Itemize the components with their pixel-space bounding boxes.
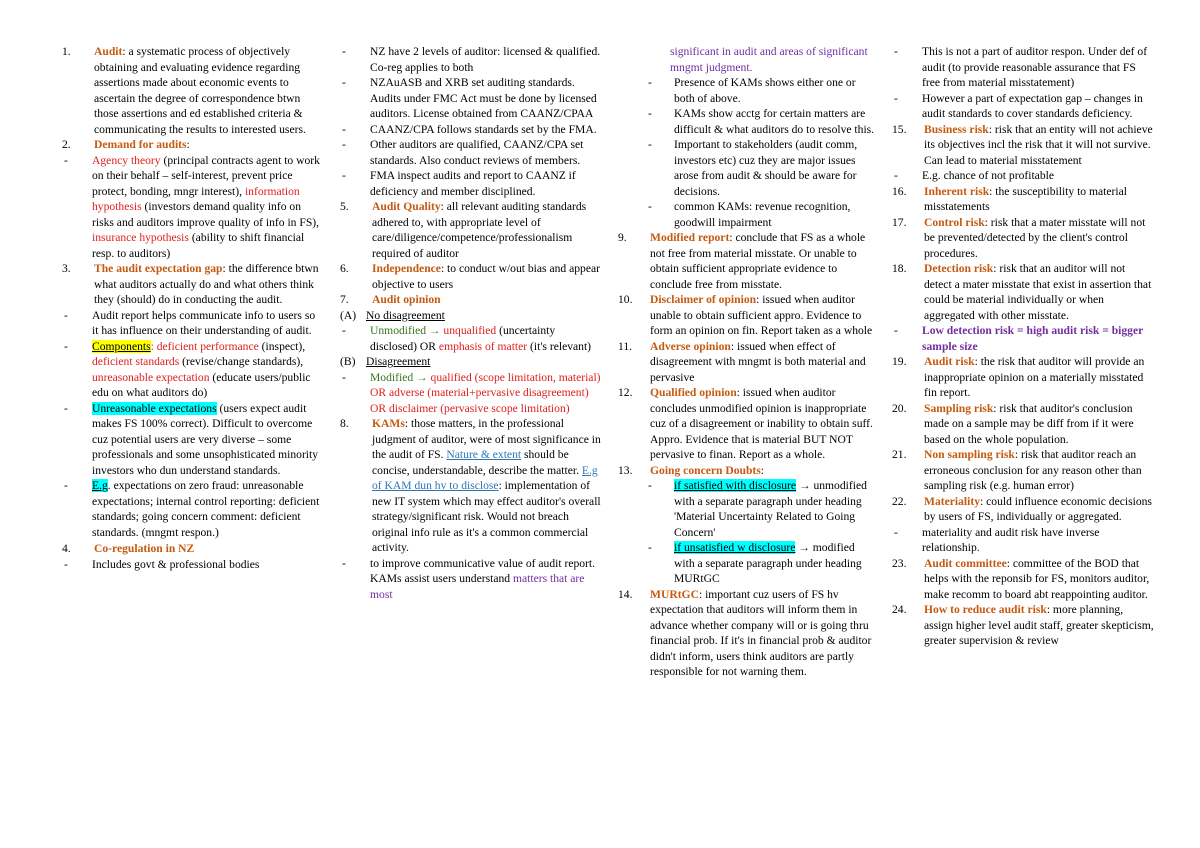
item-14 bbox=[618, 587, 876, 680]
text: (ability to shift financial resp. to auditors) bbox=[92, 231, 305, 260]
text: NZAuASB and XRB set auditing standards. Audits under FMC Act must be done by licensed auditors. License obtained from CAANZ/CPAA bbox=[370, 76, 597, 120]
section-label: (B) bbox=[340, 355, 356, 368]
column-4 bbox=[892, 44, 1154, 649]
bullet-components bbox=[62, 339, 324, 401]
definition: : risk that auditor's conclusion made on a sample may be diff from if it were based on the whole population. bbox=[924, 401, 1134, 446]
insurance-hypothesis: insurance hypothesis bbox=[92, 231, 189, 244]
item-number: 1. bbox=[62, 45, 71, 58]
term: Audit Quality bbox=[372, 200, 441, 213]
text: materiality and audit risk have inverse relationship. bbox=[922, 525, 1100, 554]
highlight-satisfied: if satisfied with disclosure bbox=[674, 479, 797, 492]
text: Presence of KAMs shows either one or both of above. bbox=[674, 76, 856, 105]
item-2 bbox=[62, 137, 324, 153]
highlight-unsatisfied: if unsatisfied w disclosure bbox=[674, 541, 796, 554]
text: emphasis of matter bbox=[438, 339, 528, 353]
definition: : issued when auditor concludes unmodified opinion is inappropriate cuz of a disagreement or inability to obtain suff. Appro. Evidence that is material BUT NOT pervasive to finan. Report as a whole. bbox=[650, 386, 873, 461]
definition: : committee of the BOD that helps with the reponsib for FS, monitors auditor, make recomm to board abt reappointing auditor. bbox=[924, 556, 1150, 601]
bullet bbox=[618, 75, 876, 106]
highlight-unreasonable: Unreasonable expectations bbox=[92, 401, 217, 415]
dash-marker: - bbox=[342, 76, 346, 89]
item-18 bbox=[892, 261, 1154, 323]
item-number: 12. bbox=[618, 386, 633, 399]
text: Audit report helps communicate info to users so it has influence on their understanding of audit. bbox=[92, 308, 316, 337]
item-number: 23. bbox=[892, 556, 907, 570]
bullet bbox=[618, 106, 876, 137]
text: Other auditors are qualified, CAANZ/CPA set standards. Also conduct reviews of members. bbox=[370, 138, 584, 167]
text: (investors demand quality info on risks and auditors improve quality of info in FS), bbox=[92, 200, 320, 229]
text: Modified → bbox=[370, 370, 431, 384]
text: This is not a part of auditor respon. Under def of audit (to provide reasonable assurance that FS free from material misstatement) bbox=[922, 45, 1148, 89]
term: Modified report bbox=[650, 231, 730, 244]
definition: : conclude that FS as a whole not free from material misstate. Or unable to obtain sufficient appropriate evidence to conclude free from misstate. bbox=[650, 231, 866, 291]
term: Materiality bbox=[924, 494, 981, 508]
definition: : the difference btwn what auditors actually do and what others think they (should) do in conducting the audit. bbox=[94, 262, 319, 306]
section-b bbox=[340, 354, 603, 370]
definition: : risk that auditor reach an erroneous conclusion for any reason other than sampling risk (e.g. human error) bbox=[924, 448, 1142, 492]
definition: : a systematic process of objectively obtaining and evaluating evidence regarding assertions made about economic events to ascertain the degree of correspondence btwn those assertions and ed established criteria & communicating the results to interested users. bbox=[94, 45, 306, 136]
dash-marker: - bbox=[648, 541, 652, 554]
item-3 bbox=[62, 261, 324, 308]
section-a bbox=[340, 308, 603, 324]
text: → unmodified with a separate paragraph under heading 'Material Uncertainty Related to Going Concern' bbox=[674, 479, 867, 539]
item-4 bbox=[62, 541, 324, 557]
bullet-modified bbox=[340, 370, 603, 417]
definition: : risk that an auditor will not detect a mater misstate that exist in assertion that could be material individually or when aggregated with other misstate. bbox=[924, 262, 1152, 322]
bullet-satisfied bbox=[618, 478, 876, 540]
item-number: 7. bbox=[340, 293, 349, 306]
bullet-demand-theories bbox=[62, 153, 324, 262]
text: (it's relevant) bbox=[527, 339, 592, 353]
item-12 bbox=[618, 385, 876, 463]
dash-marker: - bbox=[894, 45, 898, 58]
bullet bbox=[892, 525, 1154, 556]
text: (uncertainty disclosed) OR bbox=[370, 324, 556, 353]
column-3 bbox=[618, 44, 876, 680]
text: to improve communicative value of audit report. KAMs assist users understand bbox=[370, 556, 596, 585]
dash-marker: - bbox=[342, 169, 346, 182]
item-11 bbox=[618, 339, 876, 386]
term: Qualified opinion bbox=[650, 386, 737, 399]
item-number: 5. bbox=[340, 200, 349, 213]
text: However a part of expectation gap – changes in audit standards to cover standards deficiency. bbox=[922, 91, 1143, 120]
section-title: Disagreement bbox=[366, 355, 431, 368]
dash-marker: - bbox=[894, 169, 898, 182]
text: Includes govt & professional bodies bbox=[92, 557, 260, 571]
item-20 bbox=[892, 401, 1154, 448]
item-number: 6. bbox=[340, 262, 349, 275]
text: : deficient performance bbox=[150, 339, 259, 353]
definition: : bbox=[186, 138, 190, 151]
dash-marker: - bbox=[64, 339, 68, 353]
item-number: 14. bbox=[618, 587, 633, 601]
text: . expectations on zero fraud: unreasonable expectations; internal control reporting: deficient standards; going concern comment: deficient standards. (mngmt respon.) bbox=[92, 479, 320, 539]
item-16 bbox=[892, 184, 1154, 215]
item-6 bbox=[340, 261, 603, 292]
term: KAMs bbox=[372, 417, 405, 430]
dash-marker: - bbox=[894, 324, 898, 337]
information-hypothesis: information hypothesis bbox=[92, 184, 300, 213]
dash-marker: - bbox=[342, 370, 346, 384]
column-2 bbox=[340, 44, 603, 602]
item-number: 13. bbox=[618, 463, 633, 477]
bullet bbox=[340, 44, 603, 75]
term: The audit expectation gap bbox=[94, 262, 223, 275]
text: → modified with a separate paragraph under heading MURtGC bbox=[674, 541, 862, 585]
item-number: 16. bbox=[892, 184, 907, 198]
item-22 bbox=[892, 494, 1154, 525]
dash-marker: - bbox=[64, 153, 68, 167]
section-label: (A) bbox=[340, 308, 357, 322]
definition: : the susceptibility to material misstatements bbox=[924, 184, 1127, 213]
item-number: 22. bbox=[892, 494, 907, 508]
dash-marker: - bbox=[648, 479, 652, 492]
dash-marker: - bbox=[648, 138, 652, 151]
text: Low detection risk = high audit risk = bigger sample size bbox=[922, 324, 1144, 353]
text: FMA inspect audits and report to CAANZ if deficiency and member disciplined. bbox=[370, 169, 576, 198]
term: Audit opinion bbox=[372, 293, 441, 306]
dash-marker: - bbox=[64, 308, 68, 322]
definition: : risk that an entity will not achieve its objectives incl the risk that it will not survive. Can lead to material misstatement bbox=[924, 122, 1153, 167]
term: Inherent risk bbox=[924, 184, 990, 198]
item-24 bbox=[892, 602, 1154, 649]
dash-marker: - bbox=[342, 138, 346, 151]
bullet bbox=[340, 137, 603, 168]
item-number: 2. bbox=[62, 138, 71, 151]
text: (revise/change standards), bbox=[179, 355, 304, 368]
item-21 bbox=[892, 447, 1154, 494]
dash-marker: - bbox=[64, 479, 68, 492]
term: Going concern Doubts bbox=[650, 463, 761, 477]
definition: : more planning, assign higher level audit staff, greater skepticism, greater supervision & review bbox=[924, 603, 1154, 647]
dash-marker: - bbox=[648, 200, 652, 213]
item-number: 18. bbox=[892, 262, 907, 275]
dash-marker: - bbox=[342, 45, 346, 58]
text: deficient standards bbox=[92, 355, 180, 368]
dash-marker: - bbox=[342, 556, 346, 570]
definition: : those matters, in the professional judgment of auditor, were of most significance in the audit of FS. bbox=[372, 417, 601, 461]
item-5 bbox=[340, 199, 603, 261]
dash-marker: - bbox=[894, 525, 898, 539]
item-number: 15. bbox=[892, 122, 907, 136]
term: How to reduce audit risk bbox=[924, 603, 1047, 616]
item-9 bbox=[618, 230, 876, 292]
text: E.g. chance of not profitable bbox=[922, 169, 1054, 182]
text: qualified (scope limitation, material) OR adverse (material+pervasive disagreement) OR disclaimer (pervasive scope limitation) bbox=[370, 370, 601, 415]
text: (users expect audit makes FS 100% correct). Difficult to overcome cuz potential users are very diverse – some professionals and some unsophisticated minority investors who dun understand standards. bbox=[92, 401, 319, 477]
bullet bbox=[618, 137, 876, 199]
highlight-components: Components bbox=[92, 339, 151, 353]
text: KAMs show acctg for certain matters are difficult & what auditors do to resolve this. bbox=[674, 107, 875, 136]
bullet-coreg bbox=[62, 557, 324, 573]
term: Audit committee bbox=[924, 556, 1007, 570]
definition: : issued when auditor unable to obtain sufficient appro. Evidence to form an opinion on fin. Report taken as a whole bbox=[650, 293, 873, 337]
definition: : risk that a mater misstate will not be prevented/detected by the client's control procedures. bbox=[924, 215, 1146, 260]
item-13 bbox=[618, 463, 876, 479]
column-1 bbox=[62, 44, 324, 572]
item-10 bbox=[618, 292, 876, 339]
link-eg-kam[interactable]: E.g of KAM dun hv to disclose bbox=[372, 463, 598, 492]
text: unqualified bbox=[443, 324, 497, 337]
bullet-example bbox=[62, 478, 324, 540]
text: significant in audit and areas of significant mngmt judgment. bbox=[670, 45, 868, 74]
text: (inspect), bbox=[258, 339, 306, 353]
definition: : important cuz users of FS hv expectation that auditors will inform them in advance whether company will or is going thru financial prob. If it's in financial prob & auditor didn't inform, users think auditors are partly responsible for not warning them. bbox=[650, 587, 872, 678]
definition: : all relevant auditing standards adhered to, with appropriate level of care/diligence/competence/professionalism required of auditor bbox=[372, 200, 587, 260]
bullet-unsatisfied bbox=[618, 540, 876, 587]
link-nature-extent[interactable]: Nature & extent bbox=[446, 448, 522, 461]
item-number: 8. bbox=[340, 417, 349, 430]
item-number: 10. bbox=[618, 293, 633, 306]
item-15 bbox=[892, 122, 1154, 169]
item-number: 24. bbox=[892, 603, 907, 616]
bullet-detection bbox=[892, 323, 1154, 354]
item-17 bbox=[892, 215, 1154, 262]
agency-theory: Agency theory bbox=[92, 153, 161, 167]
definition: : the risk that auditor will provide an inappropriate opinion on a materially misstated fin report. bbox=[924, 355, 1145, 399]
section-title: No disagreement bbox=[366, 308, 445, 322]
bullet-kam-purpose bbox=[340, 556, 603, 603]
term: Control risk bbox=[924, 215, 985, 229]
text: Important to stakeholders (audit comm, investors etc) cuz they are major issues arose from audit & should be aware for decisions. bbox=[674, 138, 858, 198]
text: (principal contracts agent to work on their behalf – self-interest, prevent price protect, bonding, mngr interest), bbox=[92, 153, 320, 198]
item-number: 21. bbox=[892, 448, 907, 461]
term: Demand for audits bbox=[94, 138, 187, 151]
term: MURtGC bbox=[650, 587, 699, 601]
item-1 bbox=[62, 44, 324, 137]
term: Audit risk bbox=[924, 355, 975, 368]
continuation bbox=[618, 44, 876, 75]
bullet bbox=[340, 75, 603, 122]
bullet-unmodified bbox=[340, 323, 603, 354]
term: Audit bbox=[94, 45, 123, 58]
bullet bbox=[892, 168, 1154, 184]
definition: : could influence economic decisions by users of FS, individually or aggregated. bbox=[924, 494, 1152, 523]
term: Non sampling risk bbox=[924, 448, 1015, 461]
item-number: 17. bbox=[892, 215, 907, 229]
text: Unmodified → bbox=[370, 324, 444, 337]
text: NZ have 2 levels of auditor: licensed & qualified. Co-reg applies to both bbox=[370, 45, 601, 74]
term: Disclaimer of opinion bbox=[650, 293, 757, 306]
dash-marker: - bbox=[64, 557, 68, 571]
dash-marker: - bbox=[648, 76, 652, 89]
item-number: 11. bbox=[618, 339, 633, 353]
definition: : issued when effect of disagreement with mngmt is both material and pervasive bbox=[650, 339, 866, 384]
text: common KAMs: revenue recognition, goodwill impairment bbox=[674, 200, 851, 229]
definition: : to conduct w/out bias and appear objective to users bbox=[372, 262, 600, 291]
term: Sampling risk bbox=[924, 401, 994, 415]
bullet bbox=[892, 44, 1154, 91]
term: Detection risk bbox=[924, 262, 994, 275]
item-8 bbox=[340, 416, 603, 556]
text: unreasonable expectation bbox=[92, 370, 210, 384]
item-19 bbox=[892, 354, 1154, 401]
term: Adverse opinion bbox=[650, 339, 731, 353]
text: : implementation of new IT system which may effect auditor's overall strategy/significant risk. Would not breach original info rule as it's a common commercial activity. bbox=[372, 479, 601, 554]
term: Business risk bbox=[924, 122, 989, 136]
highlight-eg: E.g bbox=[92, 479, 108, 492]
text: CAANZ/CPA follows standards set by the FMA. bbox=[370, 122, 597, 136]
bullet bbox=[618, 199, 876, 230]
bullet bbox=[340, 168, 603, 199]
dash-marker: - bbox=[894, 91, 898, 105]
item-number: 3. bbox=[62, 262, 71, 275]
definition: : bbox=[760, 463, 765, 477]
bullet bbox=[892, 91, 1154, 122]
text: matters that are most bbox=[370, 572, 585, 601]
item-7 bbox=[340, 292, 603, 308]
term: Independence bbox=[372, 262, 441, 275]
dash-marker: - bbox=[342, 324, 346, 337]
text: should be concise, understandable, describe the matter. bbox=[372, 448, 582, 477]
item-23 bbox=[892, 556, 1154, 603]
bullet bbox=[340, 122, 603, 138]
dash-marker: - bbox=[342, 122, 346, 136]
dash-marker: - bbox=[648, 107, 652, 120]
text: (educate users/public edu on what auditors do) bbox=[92, 370, 311, 399]
bullet-audit-report bbox=[62, 308, 324, 339]
term: Co-regulation in NZ bbox=[94, 542, 195, 555]
item-number: 4. bbox=[62, 542, 71, 555]
bullet-unreasonable-expectations bbox=[62, 401, 324, 479]
item-number: 9. bbox=[618, 231, 627, 244]
item-number: 20. bbox=[892, 401, 907, 415]
item-number: 19. bbox=[892, 355, 907, 368]
dash-marker: - bbox=[64, 401, 68, 415]
